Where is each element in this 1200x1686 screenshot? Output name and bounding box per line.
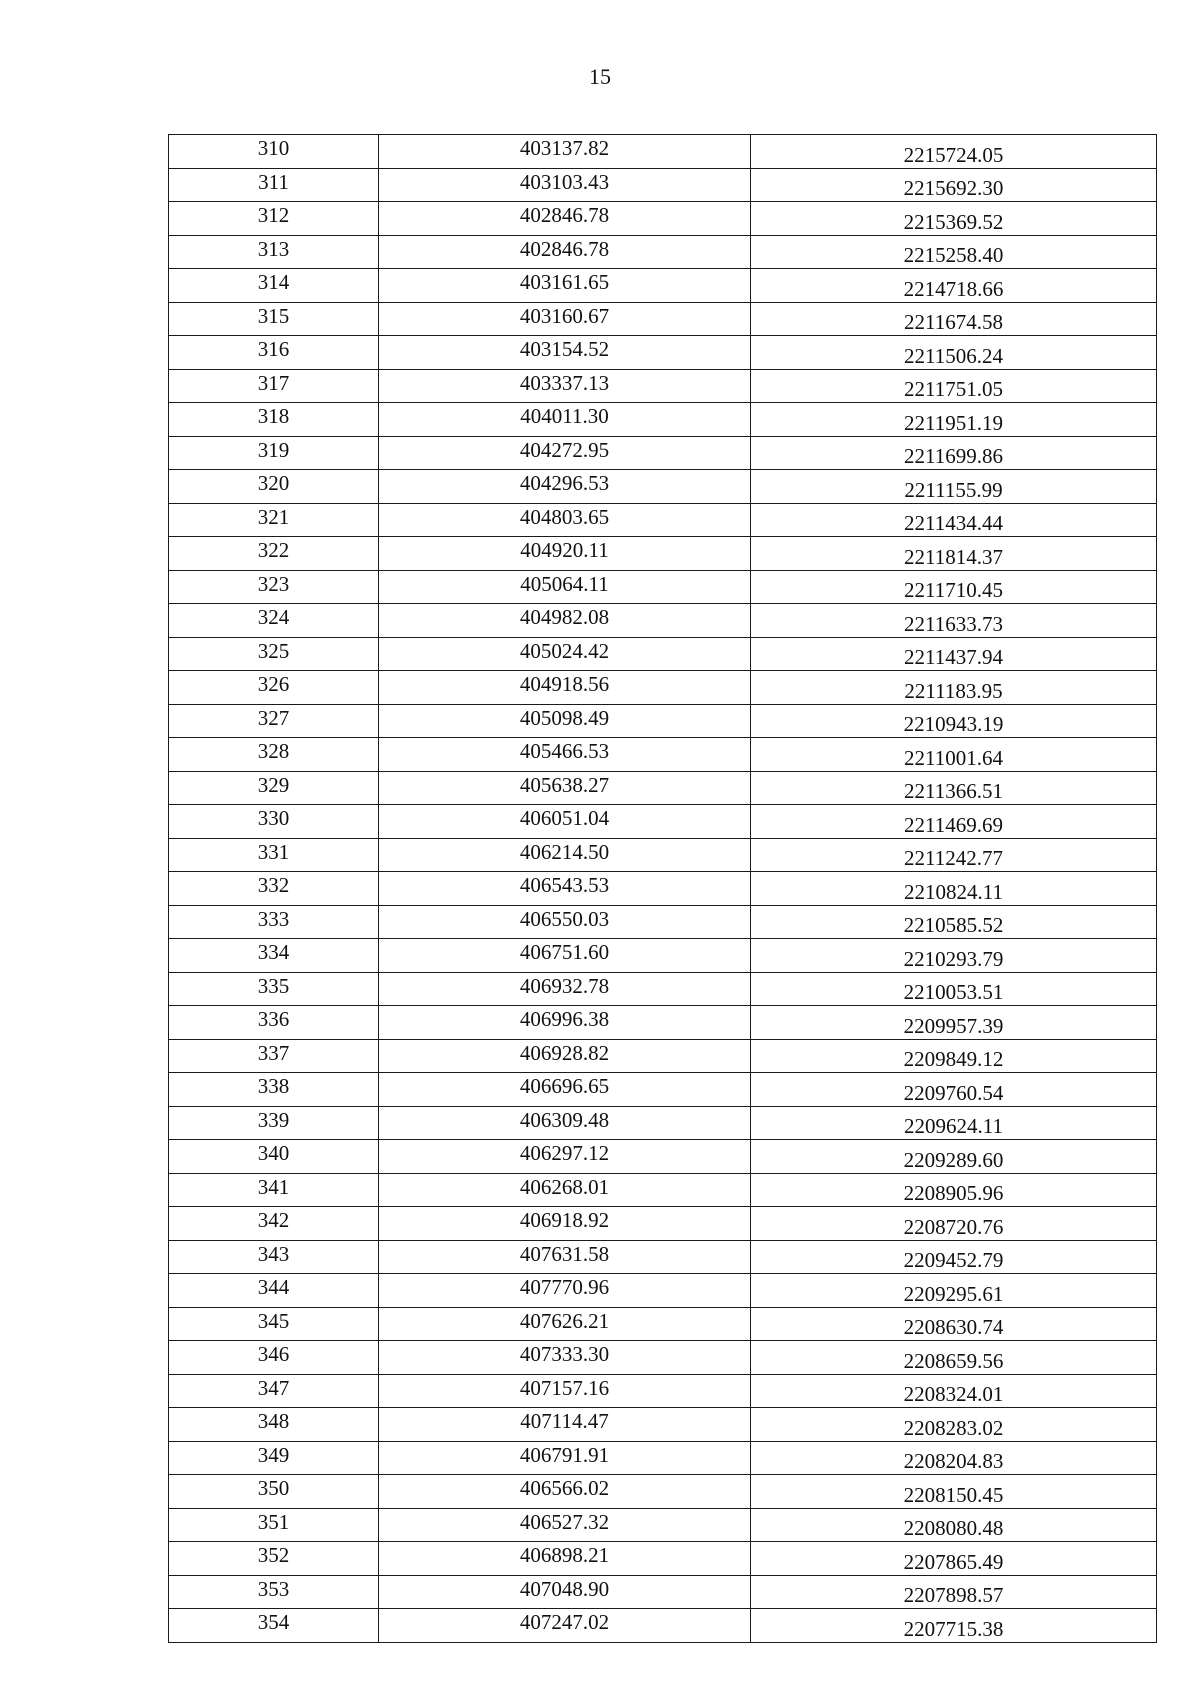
point-number-cell: 327 (169, 704, 379, 738)
point-number-cell: 337 (169, 1039, 379, 1073)
x-coordinate-cell: 403161.65 (379, 269, 751, 303)
table-row (169, 1274, 1157, 1308)
point-number-cell: 321 (169, 503, 379, 537)
point-number-cell: 313 (169, 235, 379, 269)
table-row (169, 1575, 1157, 1609)
y-coordinate-cell: 2211242.77 (751, 838, 1157, 872)
point-number-cell: 348 (169, 1408, 379, 1442)
table-row (169, 269, 1157, 303)
table-row (169, 470, 1157, 504)
table-row (169, 202, 1157, 236)
point-number-cell: 312 (169, 202, 379, 236)
x-coordinate-cell: 406791.91 (379, 1441, 751, 1475)
point-number-cell: 317 (169, 369, 379, 403)
y-coordinate-cell: 2208905.96 (751, 1173, 1157, 1207)
table-row (169, 503, 1157, 537)
table-row (169, 1508, 1157, 1542)
x-coordinate-cell: 407247.02 (379, 1609, 751, 1643)
table-row (169, 1408, 1157, 1442)
y-coordinate-cell: 2209289.60 (751, 1140, 1157, 1174)
x-coordinate-cell: 407631.58 (379, 1240, 751, 1274)
table-row (169, 838, 1157, 872)
point-number-cell: 350 (169, 1475, 379, 1509)
point-number-cell: 344 (169, 1274, 379, 1308)
x-coordinate-cell: 404272.95 (379, 436, 751, 470)
table-row (169, 1240, 1157, 1274)
x-coordinate-cell: 406214.50 (379, 838, 751, 872)
point-number-cell: 341 (169, 1173, 379, 1207)
table-row (169, 771, 1157, 805)
y-coordinate-cell: 2211001.64 (751, 738, 1157, 772)
y-coordinate-cell: 2207865.49 (751, 1542, 1157, 1576)
point-number-cell: 342 (169, 1207, 379, 1241)
y-coordinate-cell: 2215369.52 (751, 202, 1157, 236)
y-coordinate-cell: 2208204.83 (751, 1441, 1157, 1475)
x-coordinate-cell: 404296.53 (379, 470, 751, 504)
y-coordinate-cell: 2211469.69 (751, 805, 1157, 839)
point-number-cell: 351 (169, 1508, 379, 1542)
y-coordinate-cell: 2208150.45 (751, 1475, 1157, 1509)
table-row (169, 1039, 1157, 1073)
table-row (169, 1140, 1157, 1174)
y-coordinate-cell: 2211434.44 (751, 503, 1157, 537)
x-coordinate-cell: 406566.02 (379, 1475, 751, 1509)
point-number-cell: 332 (169, 872, 379, 906)
table-row (169, 403, 1157, 437)
x-coordinate-cell: 404982.08 (379, 604, 751, 638)
x-coordinate-cell: 406051.04 (379, 805, 751, 839)
y-coordinate-cell: 2209760.54 (751, 1073, 1157, 1107)
y-coordinate-cell: 2211951.19 (751, 403, 1157, 437)
table-row (169, 1374, 1157, 1408)
table-row (169, 1542, 1157, 1576)
y-coordinate-cell: 2210293.79 (751, 939, 1157, 973)
x-coordinate-cell: 405024.42 (379, 637, 751, 671)
table-row (169, 972, 1157, 1006)
y-coordinate-cell: 2207715.38 (751, 1609, 1157, 1643)
point-number-cell: 318 (169, 403, 379, 437)
y-coordinate-cell: 2210824.11 (751, 872, 1157, 906)
point-number-cell: 323 (169, 570, 379, 604)
x-coordinate-cell: 406696.65 (379, 1073, 751, 1107)
y-coordinate-cell: 2215258.40 (751, 235, 1157, 269)
y-coordinate-cell: 2209849.12 (751, 1039, 1157, 1073)
point-number-cell: 336 (169, 1006, 379, 1040)
y-coordinate-cell: 2208080.48 (751, 1508, 1157, 1542)
x-coordinate-cell: 405466.53 (379, 738, 751, 772)
y-coordinate-cell: 2209452.79 (751, 1240, 1157, 1274)
point-number-cell: 343 (169, 1240, 379, 1274)
y-coordinate-cell: 2211366.51 (751, 771, 1157, 805)
table-row (169, 1173, 1157, 1207)
x-coordinate-cell: 406996.38 (379, 1006, 751, 1040)
y-coordinate-cell: 2210585.52 (751, 905, 1157, 939)
table-row (169, 671, 1157, 705)
x-coordinate-cell: 406297.12 (379, 1140, 751, 1174)
point-number-cell: 346 (169, 1341, 379, 1375)
point-number-cell: 319 (169, 436, 379, 470)
y-coordinate-cell: 2211751.05 (751, 369, 1157, 403)
x-coordinate-cell: 405064.11 (379, 570, 751, 604)
point-number-cell: 328 (169, 738, 379, 772)
x-coordinate-cell: 403154.52 (379, 336, 751, 370)
y-coordinate-cell: 2211814.37 (751, 537, 1157, 571)
table-row (169, 637, 1157, 671)
table-row (169, 1106, 1157, 1140)
point-number-cell: 352 (169, 1542, 379, 1576)
y-coordinate-cell: 2208720.76 (751, 1207, 1157, 1241)
table-body (169, 135, 1157, 1643)
table-row (169, 168, 1157, 202)
table-row (169, 704, 1157, 738)
point-number-cell: 353 (169, 1575, 379, 1609)
y-coordinate-cell: 2208659.56 (751, 1341, 1157, 1375)
table-row (169, 235, 1157, 269)
x-coordinate-cell: 406928.82 (379, 1039, 751, 1073)
table-row (169, 1207, 1157, 1241)
point-number-cell: 322 (169, 537, 379, 571)
x-coordinate-cell: 403103.43 (379, 168, 751, 202)
x-coordinate-cell: 406918.92 (379, 1207, 751, 1241)
page-number: 15 (589, 64, 611, 89)
y-coordinate-cell: 2207898.57 (751, 1575, 1157, 1609)
point-number-cell: 345 (169, 1307, 379, 1341)
table-row (169, 872, 1157, 906)
y-coordinate-cell: 2211699.86 (751, 436, 1157, 470)
x-coordinate-cell: 404011.30 (379, 403, 751, 437)
x-coordinate-cell: 402846.78 (379, 202, 751, 236)
point-number-cell: 339 (169, 1106, 379, 1140)
point-number-cell: 331 (169, 838, 379, 872)
table-row (169, 604, 1157, 638)
table-row (169, 302, 1157, 336)
x-coordinate-cell: 405638.27 (379, 771, 751, 805)
table-row (169, 805, 1157, 839)
y-coordinate-cell: 2210943.19 (751, 704, 1157, 738)
table-row (169, 135, 1157, 169)
x-coordinate-cell: 407048.90 (379, 1575, 751, 1609)
y-coordinate-cell: 2209624.11 (751, 1106, 1157, 1140)
x-coordinate-cell: 404920.11 (379, 537, 751, 571)
y-coordinate-cell: 2211183.95 (751, 671, 1157, 705)
point-number-cell: 324 (169, 604, 379, 638)
table-row (169, 336, 1157, 370)
y-coordinate-cell: 2210053.51 (751, 972, 1157, 1006)
y-coordinate-cell: 2211633.73 (751, 604, 1157, 638)
point-number-cell: 340 (169, 1140, 379, 1174)
table-row (169, 1341, 1157, 1375)
y-coordinate-cell: 2208283.02 (751, 1408, 1157, 1442)
x-coordinate-cell: 407770.96 (379, 1274, 751, 1308)
y-coordinate-cell: 2209957.39 (751, 1006, 1157, 1040)
point-number-cell: 329 (169, 771, 379, 805)
x-coordinate-cell: 406550.03 (379, 905, 751, 939)
x-coordinate-cell: 407333.30 (379, 1341, 751, 1375)
point-number-cell: 320 (169, 470, 379, 504)
x-coordinate-cell: 406898.21 (379, 1542, 751, 1576)
x-coordinate-cell: 405098.49 (379, 704, 751, 738)
y-coordinate-cell: 2211506.24 (751, 336, 1157, 370)
point-number-cell: 347 (169, 1374, 379, 1408)
x-coordinate-cell: 403337.13 (379, 369, 751, 403)
point-number-cell: 338 (169, 1073, 379, 1107)
x-coordinate-cell: 406751.60 (379, 939, 751, 973)
x-coordinate-cell: 403137.82 (379, 135, 751, 169)
point-number-cell: 315 (169, 302, 379, 336)
point-number-cell: 310 (169, 135, 379, 169)
point-number-cell: 335 (169, 972, 379, 1006)
x-coordinate-cell: 402846.78 (379, 235, 751, 269)
point-number-cell: 330 (169, 805, 379, 839)
y-coordinate-cell: 2211710.45 (751, 570, 1157, 604)
x-coordinate-cell: 407626.21 (379, 1307, 751, 1341)
x-coordinate-cell: 407114.47 (379, 1408, 751, 1442)
y-coordinate-cell: 2214718.66 (751, 269, 1157, 303)
table-row (169, 570, 1157, 604)
y-coordinate-cell: 2208630.74 (751, 1307, 1157, 1341)
point-number-cell: 316 (169, 336, 379, 370)
table-row (169, 738, 1157, 772)
x-coordinate-cell: 404803.65 (379, 503, 751, 537)
y-coordinate-cell: 2208324.01 (751, 1374, 1157, 1408)
table-row (169, 369, 1157, 403)
x-coordinate-cell: 406309.48 (379, 1106, 751, 1140)
table-row (169, 537, 1157, 571)
table-row (169, 1073, 1157, 1107)
table-row (169, 1307, 1157, 1341)
x-coordinate-cell: 406268.01 (379, 1173, 751, 1207)
x-coordinate-cell: 406932.78 (379, 972, 751, 1006)
table-row (169, 939, 1157, 973)
x-coordinate-cell: 406543.53 (379, 872, 751, 906)
point-number-cell: 349 (169, 1441, 379, 1475)
y-coordinate-cell: 2211437.94 (751, 637, 1157, 671)
table-row (169, 1609, 1157, 1643)
point-number-cell: 311 (169, 168, 379, 202)
point-number-cell: 314 (169, 269, 379, 303)
x-coordinate-cell: 404918.56 (379, 671, 751, 705)
x-coordinate-cell: 403160.67 (379, 302, 751, 336)
point-number-cell: 326 (169, 671, 379, 705)
y-coordinate-cell: 2209295.61 (751, 1274, 1157, 1308)
table-row (169, 905, 1157, 939)
point-number-cell: 325 (169, 637, 379, 671)
table-row (169, 1006, 1157, 1040)
y-coordinate-cell: 2215724.05 (751, 135, 1157, 169)
y-coordinate-cell: 2211674.58 (751, 302, 1157, 336)
y-coordinate-cell: 2215692.30 (751, 168, 1157, 202)
table-row (169, 1475, 1157, 1509)
x-coordinate-cell: 406527.32 (379, 1508, 751, 1542)
coordinate-table (168, 134, 1157, 1643)
point-number-cell: 333 (169, 905, 379, 939)
x-coordinate-cell: 407157.16 (379, 1374, 751, 1408)
table-row (169, 1441, 1157, 1475)
y-coordinate-cell: 2211155.99 (751, 470, 1157, 504)
point-number-cell: 354 (169, 1609, 379, 1643)
point-number-cell: 334 (169, 939, 379, 973)
table-row (169, 436, 1157, 470)
